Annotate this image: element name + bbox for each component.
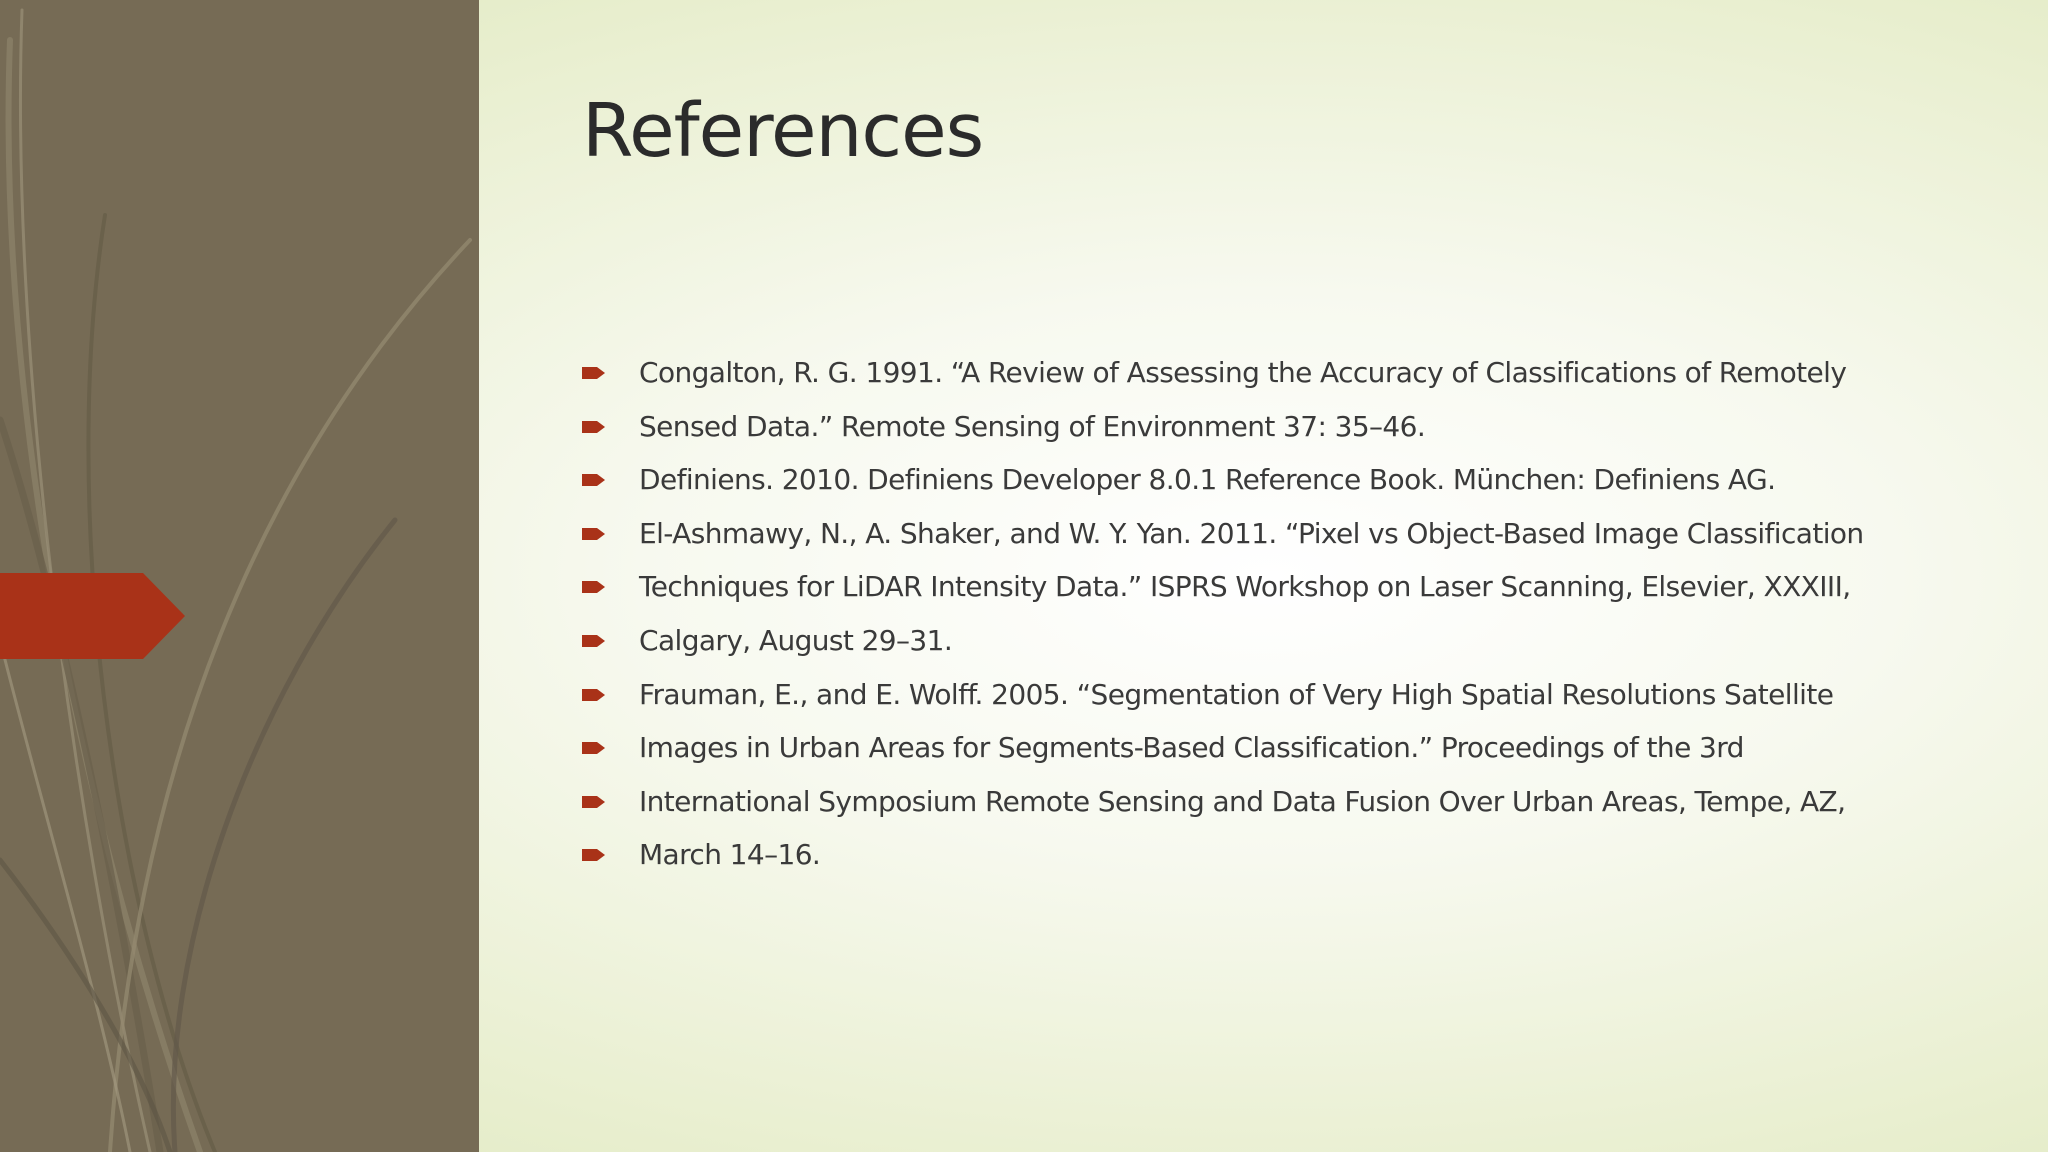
arrow-bullet-icon bbox=[582, 740, 606, 756]
reference-text: Sensed Data.” Remote Sensing of Environment 37: 35–46. bbox=[639, 409, 1426, 443]
arrow-bullet-icon bbox=[582, 579, 606, 595]
arrow-bullet-icon bbox=[582, 794, 606, 810]
reference-list bbox=[582, 346, 2022, 882]
arrow-bullet-icon bbox=[582, 847, 606, 863]
reference-line bbox=[582, 453, 2022, 507]
reference-text: Calgary, August 29–31. bbox=[639, 623, 953, 657]
reference-line bbox=[582, 346, 2022, 400]
reference-line bbox=[582, 614, 2022, 668]
arrow-bullet-icon bbox=[582, 365, 606, 381]
reference-text: El-Ashmawy, N., A. Shaker, and W. Y. Yan. 2011. “Pixel vs Object-Based Image Classification bbox=[639, 516, 1864, 550]
reference-text: March 14–16. bbox=[639, 838, 821, 872]
reference-text: Techniques for LiDAR Intensity Data.” ISPRS Workshop on Laser Scanning, Elsevier, XXXIII, bbox=[639, 570, 1851, 604]
reference-text: Images in Urban Areas for Segments-Based Classification.” Proceedings of the 3rd bbox=[639, 731, 1744, 765]
slide-title: References bbox=[582, 88, 984, 174]
arrow-bullet-icon bbox=[582, 633, 606, 649]
reference-line bbox=[582, 560, 2022, 614]
arrow-bullet-icon bbox=[582, 472, 606, 488]
reference-line bbox=[582, 775, 2022, 829]
reference-text: International Symposium Remote Sensing and Data Fusion Over Urban Areas, Tempe, AZ, bbox=[639, 784, 1846, 818]
arrow-bullet-icon bbox=[582, 419, 606, 435]
reference-text: Congalton, R. G. 1991. “A Review of Assessing the Accuracy of Classifications of Remotely bbox=[639, 356, 1847, 389]
reference-line bbox=[582, 668, 2022, 722]
reference-line bbox=[582, 507, 2022, 561]
reference-line bbox=[582, 828, 2022, 882]
reference-line bbox=[582, 400, 2022, 454]
arrow-bullet-icon bbox=[582, 526, 606, 542]
reference-line bbox=[582, 721, 2022, 775]
reference-text: Frauman, E., and E. Wolff. 2005. “Segmentation of Very High Spatial Resolutions Satellite bbox=[639, 677, 1834, 711]
pentagon-arrow-icon bbox=[0, 573, 185, 659]
arrow-bullet-icon bbox=[582, 687, 606, 703]
reference-text: Definiens. 2010. Definiens Developer 8.0.1 Reference Book. München: Definiens AG. bbox=[639, 463, 1776, 497]
